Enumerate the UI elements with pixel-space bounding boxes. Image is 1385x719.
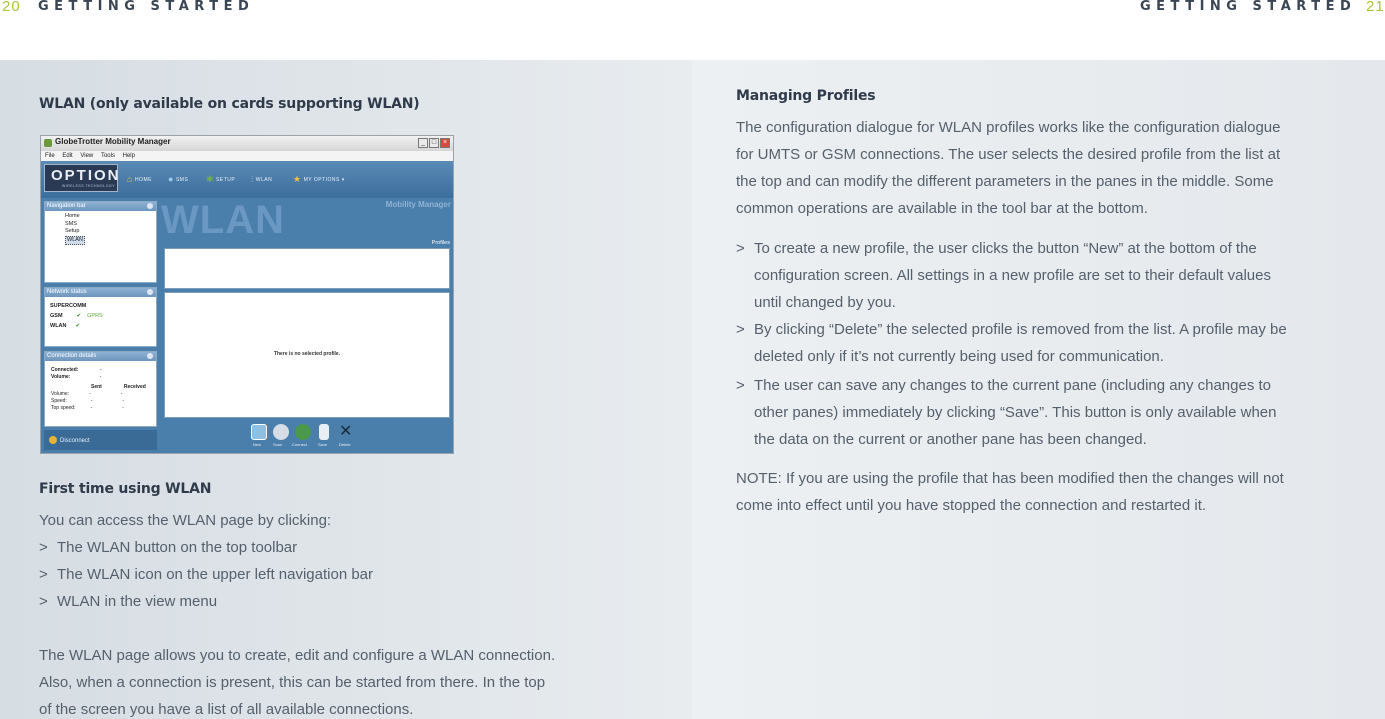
toolbar-my-options: ★ MY OPTIONS ▾	[293, 174, 345, 184]
list-item: > The user can save any changes to the current pane (including any changes to other panes) immediately by clicking “Save”. This button is only available when the data on the current or another pane has been changed.	[736, 372, 1356, 453]
note-paragraph: NOTE: If you are using the profile that has been modified then the changes will not come into effect until you have stopped the connection and restarted it.	[736, 470, 1284, 514]
gprs-label: GPRS	[87, 313, 103, 319]
menu-bar	[41, 151, 453, 161]
disconnect-icon	[49, 436, 57, 444]
check-icon: ✔	[76, 313, 82, 319]
disconnect-bar: Disconnect	[44, 430, 157, 450]
home-icon: ⌂	[127, 174, 133, 184]
wlan-icon: ⫶	[251, 174, 254, 184]
list-item: > WLAN in the view menu	[39, 588, 599, 615]
delete-icon: ✕	[339, 423, 353, 440]
profiles-label: Profiles	[431, 240, 450, 246]
connect-button-label: Connect	[292, 442, 307, 447]
window-title: GlobeTrotter Mobility Manager	[55, 137, 171, 146]
profiles-list	[164, 248, 450, 289]
star-icon: ★	[293, 174, 302, 184]
menu-help: Help	[122, 153, 135, 159]
connection-details-panel: Connection details Connected: - Volume: - Sent Received Volume: - - Speed: - - Top speed: - -	[44, 351, 157, 427]
save-icon	[319, 424, 329, 440]
scan-button-label: Scan	[273, 442, 283, 447]
mobility-manager-label: Mobility Manager	[385, 200, 451, 209]
right-page-number: 21	[1366, 0, 1385, 15]
list-item: > By clicking “Delete” the selected profile is removed from the list. A profile may be deleted only if it’s not currently being used for communication.	[736, 316, 1356, 370]
right-running-title: GETTING STARTED	[1140, 0, 1357, 14]
left-page-number: 20	[2, 0, 21, 15]
bullet-marker: >	[736, 240, 745, 257]
menu-file: File	[45, 153, 55, 159]
managing-profiles-intro: The configuration dialogue for WLAN profiles works like the configuration dialogue for UMTS or GSM connections. The user selects the desired profile from the list at the top and can modify the different parameters in the panes in the middle. Some common operations are available in the tool bar at the bottom.	[736, 119, 1281, 217]
option-logo: OPTION WIRELESS TECHNOLOGY	[44, 164, 118, 192]
bullet-marker: >	[736, 321, 745, 338]
bullet-marker: >	[736, 377, 745, 394]
menu-tools: Tools	[100, 153, 115, 159]
bullet-marker: >	[39, 593, 48, 610]
managing-profiles-heading: Managing Profiles	[736, 88, 876, 104]
toolbar-sms: ● SMS	[168, 174, 189, 184]
maximize-icon: □	[429, 138, 439, 148]
collapse-icon	[147, 289, 153, 295]
nav-sms: SMS	[65, 220, 77, 227]
sms-icon: ●	[168, 174, 174, 184]
navigation-bar-panel: Navigation bar Home SMS Setup WLAN	[44, 201, 157, 283]
list-item: > To create a new profile, the user clicks the button “New” at the bottom of the configuration screen. All settings in a new profile are set to their default values until changed by you.	[736, 235, 1356, 316]
save-button-label: Save	[318, 442, 328, 447]
profile-detail-pane	[164, 292, 450, 418]
left-running-title: GETTING STARTED	[38, 0, 255, 14]
nav-setup: Setup	[65, 228, 80, 234]
nav-home: Home	[65, 213, 80, 219]
network-status-panel: Network status SUPERCOMM GSM ✔ GPRS WLAN ✔	[44, 287, 157, 347]
toolbar-setup: ✱ SETUP	[206, 174, 236, 184]
new-icon	[251, 424, 267, 440]
connect-icon	[295, 424, 311, 440]
wlan-watermark: WLAN	[161, 198, 285, 242]
operator-name: SUPERCOMM	[50, 303, 87, 309]
wlan-heading: WLAN (only available on cards supporting WLAN)	[39, 96, 420, 112]
minimize-icon: _	[418, 138, 428, 148]
check-icon: ✔	[75, 323, 81, 329]
list-item: > The WLAN button on the top toolbar	[39, 534, 599, 561]
app-toolbar	[41, 161, 453, 198]
first-time-heading: First time using WLAN	[39, 481, 212, 497]
new-button-label: New	[253, 442, 262, 447]
close-icon: ×	[440, 138, 450, 148]
menu-edit: Edit	[62, 153, 73, 159]
nav-wlan: WLAN	[65, 236, 85, 246]
collapse-icon	[147, 203, 153, 209]
access-intro: You can access the WLAN page by clicking:	[39, 512, 332, 529]
list-item: > The WLAN icon on the upper left navigation bar	[39, 561, 599, 588]
profile-toolbar	[251, 424, 371, 450]
page-header	[0, 0, 1385, 60]
bullet-marker: >	[39, 566, 48, 583]
no-profile-message: There is no selected profile.	[273, 351, 341, 357]
toolbar-wlan: ⫶ WLAN	[251, 174, 273, 184]
window-titlebar	[41, 136, 453, 151]
wlan-app-screenshot	[40, 135, 454, 454]
app-content	[41, 198, 453, 454]
wlan-paragraph: The WLAN page allows you to create, edit and configure a WLAN connection. Also, when a connection is present, this can be started from there. In the top of the screen you have a list of all available connections.	[39, 647, 556, 718]
collapse-icon	[147, 353, 153, 359]
menu-view: View	[80, 153, 94, 159]
app-icon	[44, 139, 52, 147]
delete-button-label: Delete	[339, 442, 351, 447]
scan-icon	[273, 424, 289, 440]
bullet-marker: >	[39, 539, 48, 556]
setup-icon: ✱	[206, 174, 215, 184]
toolbar-home: ⌂ HOME	[127, 174, 152, 184]
